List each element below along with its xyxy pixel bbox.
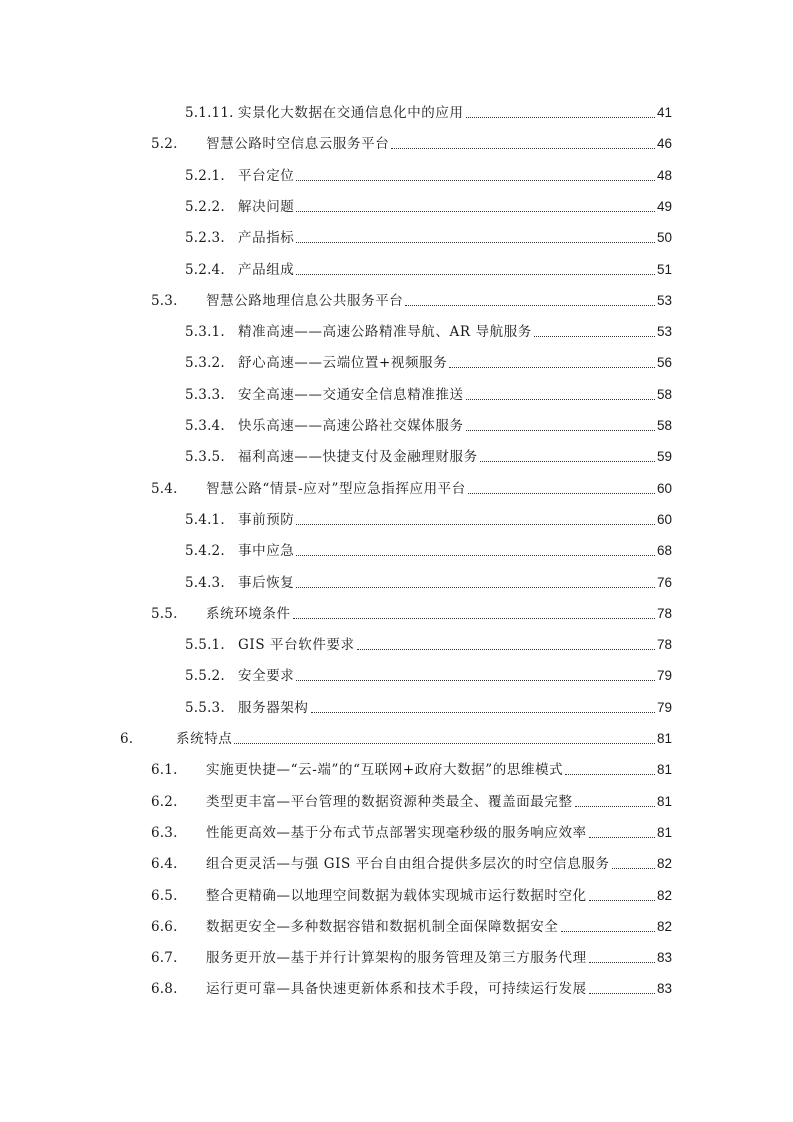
toc-entry[interactable] (151, 976, 672, 998)
toc-entry-number: 5.4. (151, 480, 178, 497)
toc-entry-title: 系统环境条件 (206, 605, 291, 622)
toc-entry-title: 类型更丰富—平台管理的数据资源种类最全、覆盖面最完整 (206, 793, 573, 810)
toc-entry-number: 5.4.2. (185, 543, 225, 560)
toc-entry-number: 5.3. (151, 292, 178, 309)
toc-entry-number: 6.4. (151, 856, 178, 873)
dot-leader (296, 242, 655, 243)
toc-entry-number: 5.3.3. (185, 386, 225, 403)
dot-leader (391, 148, 655, 149)
toc-entry-page-number: 78 (656, 605, 672, 621)
toc-entry[interactable] (185, 319, 672, 341)
toc-entry-title: 系统特点 (176, 731, 233, 747)
dot-leader (612, 868, 655, 869)
toc-entry-title: 组合更灵活—与强 GIS 平台自由组合提供多层次的时空信息服务 (206, 856, 610, 873)
toc-entry-page-number: 60 (656, 511, 672, 527)
toc-entry-page-number: 53 (656, 324, 672, 340)
toc-entry-page-number: 82 (656, 918, 672, 934)
toc-entry-page-number: 60 (656, 480, 672, 496)
dot-leader (296, 555, 655, 556)
toc-entry[interactable] (185, 163, 672, 185)
dot-leader (311, 712, 655, 713)
toc-entry[interactable] (185, 257, 672, 279)
dot-leader (468, 493, 655, 494)
toc-entry-title: 事中应急 (238, 543, 295, 560)
toc-entry[interactable] (151, 789, 672, 811)
toc-entry-number: 5.2.1. (185, 167, 225, 184)
toc-entry[interactable] (151, 851, 672, 873)
toc-entry-title: 运行更可靠—具备快速更新体系和技术手段，可持续运行发展 (206, 981, 587, 998)
toc-entry-title: 服务更开放—基于并行计算架构的服务管理及第三方服务代理 (206, 950, 587, 967)
dot-leader (357, 649, 655, 650)
dot-leader (449, 367, 655, 368)
toc-entry-title: 智慧公路“情景-应对”型应急指挥应用平台 (206, 480, 466, 497)
toc-entry[interactable] (185, 444, 672, 466)
toc-entry-page-number: 81 (656, 731, 672, 746)
toc-entry[interactable] (185, 194, 672, 216)
toc-entry-title: 实景化大数据在交通信息化中的应用 (238, 105, 464, 121)
dot-leader (589, 837, 655, 838)
dot-leader (561, 931, 655, 932)
toc-entry-title: 舒心高速——云端位置+视频服务 (238, 355, 448, 372)
toc-entry[interactable] (151, 131, 672, 153)
dot-leader (296, 180, 655, 181)
dot-leader (466, 430, 655, 431)
toc-entry-title: 事前预防 (238, 511, 295, 528)
toc-entry-page-number: 41 (656, 105, 672, 120)
toc-entry-title: 福利高速——快捷支付及金融理财服务 (238, 449, 478, 466)
toc-entry-title: 安全要求 (238, 668, 295, 685)
dot-leader (565, 774, 655, 775)
toc-entry-number: 5.5.3. (185, 699, 225, 716)
toc-entry-number: 5.2.3. (185, 230, 225, 247)
toc-entry-page-number: 79 (656, 668, 672, 684)
dot-leader (293, 618, 655, 619)
toc-entry-number: 5.1.11. (185, 105, 234, 121)
toc-entry-number: 6.2. (151, 793, 178, 810)
toc-entry[interactable] (185, 225, 672, 247)
toc-entry-page-number: 53 (656, 292, 672, 308)
toc-entry-title: 产品组成 (238, 261, 295, 278)
dot-leader (534, 336, 655, 337)
toc-entry-page-number: 83 (656, 950, 672, 966)
toc-entry-number: 5.2. (151, 136, 178, 153)
toc-entry[interactable] (185, 663, 672, 685)
toc-entry-number: 5.3.5. (185, 449, 225, 466)
toc-entry-title: 平台定位 (238, 167, 295, 184)
toc-entry-page-number: 78 (656, 637, 672, 653)
dot-leader (466, 399, 655, 400)
toc-entry-page-number: 81 (656, 762, 672, 778)
toc-entry-number: 6.8. (151, 981, 178, 998)
toc-entry-number: 6.5. (151, 887, 178, 904)
toc-entry-title: 数据更安全—多种数据容错和数据机制全面保障数据安全 (206, 918, 559, 935)
toc-entry-number: 5.5. (151, 605, 178, 622)
dot-leader (234, 743, 655, 744)
dot-leader (575, 806, 655, 807)
toc-entry-page-number: 56 (656, 355, 672, 371)
toc-entry[interactable] (185, 695, 672, 717)
toc-entry-number: 5.4.3. (185, 574, 225, 591)
toc-entry[interactable] (151, 288, 672, 310)
toc-entry-page-number: 51 (656, 261, 672, 277)
toc-entry-title: 产品指标 (238, 230, 295, 247)
toc-entry-title: 服务器架构 (238, 699, 309, 716)
toc-entry-number: 6.1. (151, 762, 178, 779)
toc-entry-page-number: 81 (656, 824, 672, 840)
toc-entry-page-number: 76 (656, 574, 672, 590)
toc-entry-title: 性能更高效—基于分布式节点部署实现毫秒级的服务响应效率 (206, 824, 587, 841)
toc-entry-page-number: 68 (656, 543, 672, 559)
toc-entry-number: 5.2.2. (185, 198, 225, 215)
dot-leader (296, 274, 655, 275)
toc-entry-page-number: 79 (656, 699, 672, 715)
toc-entry[interactable] (185, 350, 672, 372)
toc-entry-title: 安全高速——交通安全信息精准推送 (238, 386, 464, 403)
toc-entry[interactable] (185, 538, 672, 560)
dot-leader (480, 461, 655, 462)
toc-entry[interactable] (151, 757, 672, 779)
toc-entry-number: 6.7. (151, 950, 178, 967)
toc-entry[interactable] (151, 820, 672, 842)
toc-entry-title: 智慧公路地理信息公共服务平台 (206, 292, 404, 309)
toc-entry-number: 5.5.2. (185, 668, 225, 685)
toc-entry-page-number: 49 (656, 198, 672, 214)
toc-entry-page-number: 59 (656, 449, 672, 465)
toc-entry[interactable] (120, 726, 672, 748)
dot-leader (589, 993, 655, 994)
toc-entry[interactable] (185, 413, 672, 435)
toc-entry-title: 快乐高速——高速公路社交媒体服务 (238, 418, 464, 434)
toc-entry[interactable] (185, 507, 672, 529)
dot-leader (296, 680, 655, 681)
toc-entry[interactable] (151, 945, 672, 967)
toc-entry-number: 5.4.1. (185, 511, 225, 528)
toc-entry[interactable] (185, 382, 672, 404)
toc-entry-page-number: 58 (656, 418, 672, 433)
toc-entry[interactable] (185, 100, 672, 122)
toc-entry-page-number: 48 (656, 167, 672, 183)
toc-entry-title: 精准高速——高速公路精准导航、AR 导航服务 (238, 324, 532, 341)
toc-entry-page-number: 46 (656, 136, 672, 152)
toc-entry-page-number: 82 (656, 856, 672, 872)
dot-leader (589, 962, 655, 963)
dot-leader (296, 587, 655, 588)
toc-entry-number: 6.6. (151, 918, 178, 935)
toc-entry-title: GIS 平台软件要求 (238, 637, 355, 654)
toc-entry-title: 整合更精确—以地理空间数据为载体实现城市运行数据时空化 (206, 887, 587, 904)
toc-entry-page-number: 58 (656, 386, 672, 402)
toc-entry-page-number: 81 (656, 793, 672, 809)
dot-leader (296, 524, 655, 525)
toc-entry-number: 5.3.2. (185, 355, 225, 372)
dot-leader (405, 305, 655, 306)
toc-entry-number: 6.3. (151, 824, 178, 841)
toc-entry-page-number: 83 (656, 981, 672, 997)
dot-leader (296, 211, 655, 212)
toc-entry-number: 6. (120, 731, 134, 747)
toc-entry-number: 5.5.1. (185, 637, 225, 654)
toc-entry-number: 5.2.4. (185, 261, 225, 278)
toc-entry-title: 智慧公路时空信息云服务平台 (206, 136, 390, 153)
toc-entry-page-number: 82 (656, 887, 672, 903)
toc-entry-title: 实施更快捷—“云-端”的“互联网+政府大数据”的思维模式 (206, 762, 564, 779)
dot-leader (589, 900, 655, 901)
toc-entry-page-number: 50 (656, 230, 672, 246)
toc-entry-title: 解决问题 (238, 198, 295, 215)
toc-entry[interactable] (151, 914, 672, 936)
toc-entry[interactable] (185, 570, 672, 592)
toc-entry[interactable] (185, 632, 672, 654)
toc-entry[interactable] (151, 476, 672, 498)
toc-entry-title: 事后恢复 (238, 574, 295, 591)
toc-entry-number: 5.3.4. (185, 418, 225, 434)
toc-entry[interactable] (151, 883, 672, 905)
dot-leader (466, 117, 655, 118)
toc-entry[interactable] (151, 601, 672, 623)
toc-entry-number: 5.3.1. (185, 324, 225, 341)
